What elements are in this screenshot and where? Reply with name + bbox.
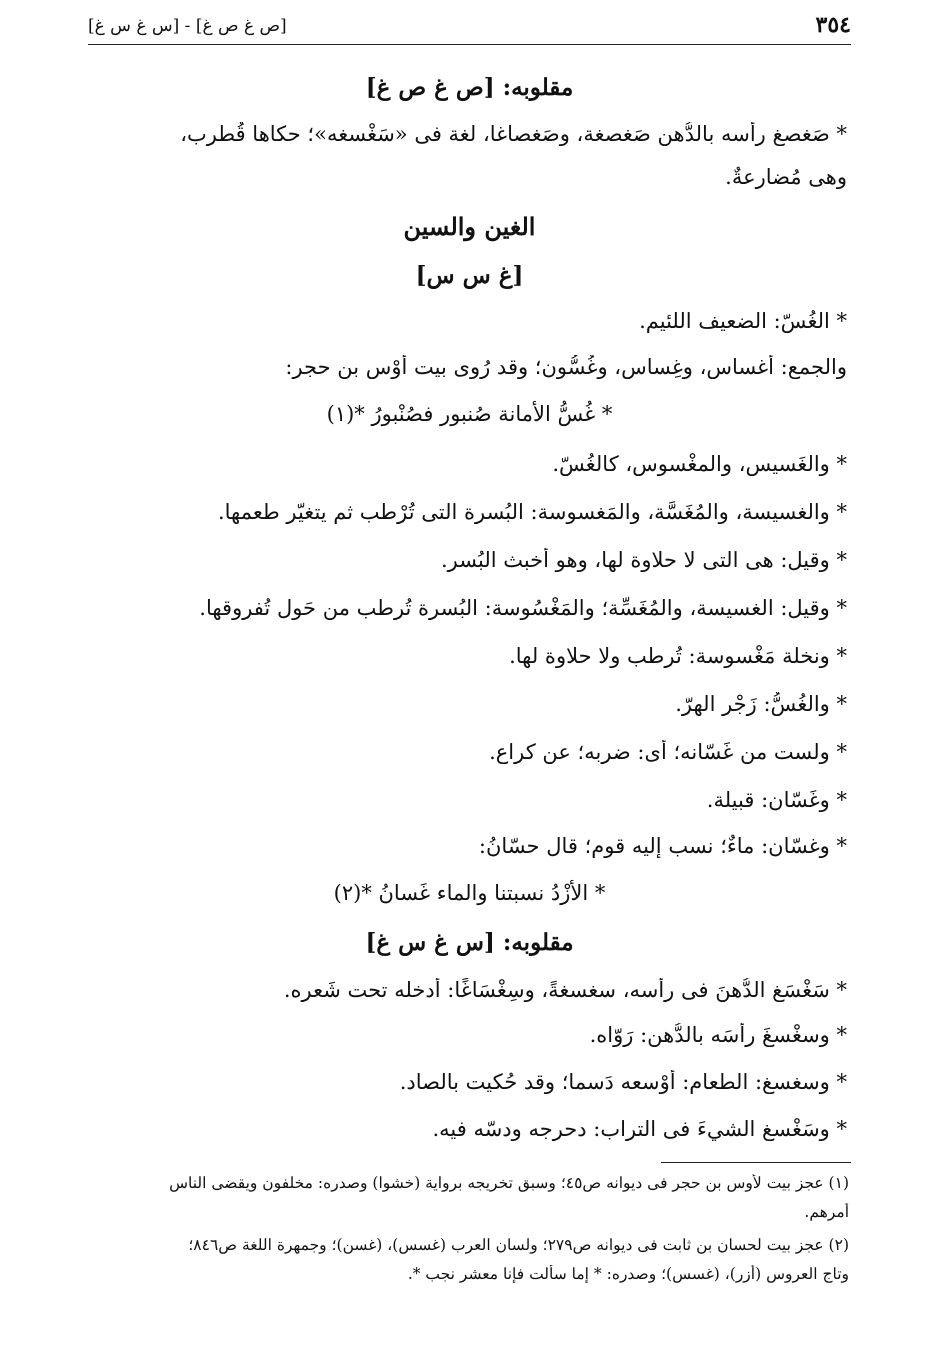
- footnote-line: (١) عجز بيت لأوس بن حجر فى ديوانه ص٤٥؛ وسبق تخريجه برواية (خشوا) وصدره: مخلفون ويقضى الناس: [169, 1174, 849, 1192]
- footnote-line: أمرهم.: [804, 1203, 849, 1221]
- chapter-title: الغين والسين: [403, 212, 536, 241]
- section-heading: مقلوبه: [س غ س غ]: [365, 929, 574, 956]
- entry-line: والجمع: أغساس، وغِساس، وغُسُّون؛ وقد رُوى بيت أوْس بن حجر:: [285, 355, 847, 379]
- entry-line: * وقيل: الغسيسة، والمُغَسِّة؛ والمَغْسُوسة: البُسرة تُرطب من حَول تُفروقها.: [199, 596, 847, 620]
- section-heading: مقلوبه: [ص غ ص غ]: [365, 74, 574, 101]
- entry-line: * صَغصغ رأسه بالدُّهن صَغصغة، وصَغصاغا، لغة فى «سَغْسغه»؛ حكاها قُطرب،: [180, 122, 847, 146]
- entry-line: * وقيل: هى التى لا حلاوة لها، وهو أخبث البُسر.: [440, 548, 847, 572]
- entry-line: * سَغْسَغ الدُّهنَ فى رأسه، سغسغةً، وسِغْسَاغًا: أدخله تحت شَعره.: [283, 978, 847, 1002]
- entry-line: * وسَغْسغ الشيءَ فى التراب: دحرجه ودسّه فيه.: [432, 1117, 847, 1141]
- entry-line: * والغَسيس، والمغْسوس، كالغُسّ.: [552, 452, 847, 476]
- entry-line: وهى مُضارعةٌ.: [725, 165, 847, 189]
- entry-line: * وسغْسغَ رأسَه بالدُّهن: رَوّاه.: [589, 1023, 847, 1047]
- entry-line: * وسغسغ: الطعام: أوْسعه دَسما؛ وقد حُكيت بالصاد.: [399, 1070, 847, 1094]
- entry-line: * وغَسّان: قبيلة.: [706, 788, 847, 812]
- entry-line: * وغسّان: ماءٌ؛ نسب إليه قوم؛ قال حسّانُ:: [478, 834, 847, 858]
- entry-line: * والغسيسة، والمُغَسَّة، والمَغسوسة: البُسرة التى تُرْطب ثم يتغيّر طعمها.: [217, 500, 847, 524]
- entry-line: * والغُسُّ: زَجْر الهِرّ.: [675, 692, 847, 716]
- footnote-line: (٢) عجز بيت لحسان بن ثابت فى ديوانه ص٢٧٩؛ ولسان العرب (غسس)، (غسن)؛ وجمهرة اللغة ص٨٤٦؛: [188, 1236, 849, 1254]
- entry-line: * ونخلة مَغْسوسة: تُرطب ولا حلاوة لها.: [509, 644, 847, 668]
- page-number: ٣٥٤: [815, 12, 851, 38]
- entry-line: * ولست من غَسّانه؛ أى: ضربه؛ عن كراع.: [489, 740, 847, 764]
- running-head: [ص غ ص غ] - [س غ س غ]: [88, 16, 287, 36]
- footnote-separator: [661, 1162, 851, 1163]
- entry-line: * الغُسّ: الضعيف اللئيم.: [639, 309, 847, 333]
- page-header: [88, 8, 851, 45]
- verse-quote: * غُسُّ الأمانة صُنبور فصُنْبورُ *(١): [326, 402, 613, 426]
- footnote-line: وتاج العروس (أزر)، (غسس)؛ وصدره: * إما سألت فإنا معشر نجب *.: [407, 1265, 849, 1283]
- verse-quote: * الأزْدُ نسبتنا والماء غَسانُ *(٢): [333, 881, 606, 905]
- section-heading: [غ س س]: [415, 262, 524, 289]
